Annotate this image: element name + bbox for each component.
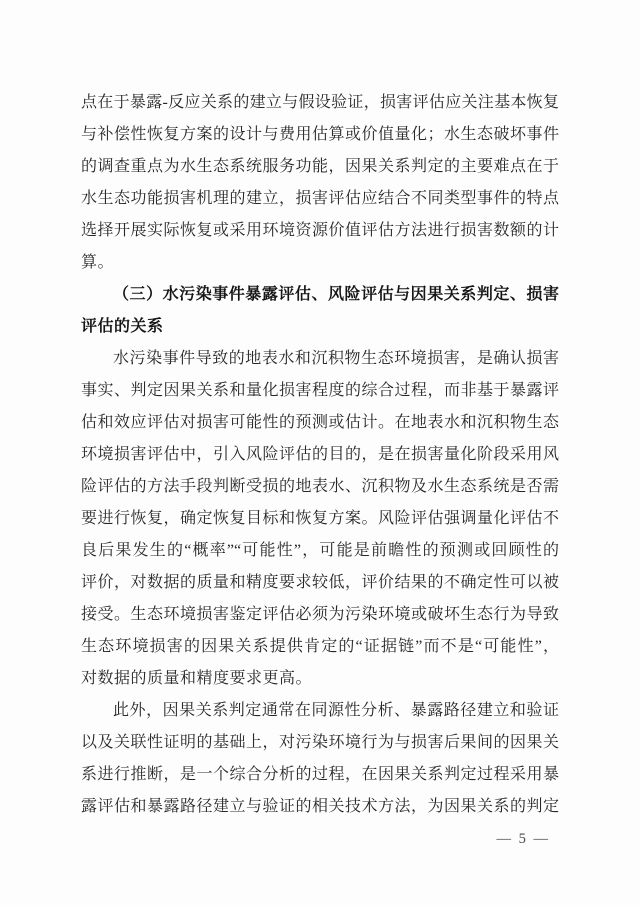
paragraph bbox=[81, 343, 559, 695]
text-line: 评价，对数据的质量和精度要求较低，评价结果的不确定性可以被 bbox=[81, 574, 559, 591]
text-line: 对数据的质量和精度要求更高。 bbox=[81, 670, 313, 687]
text-line: 生态环境损害的因果关系提供肯定的“证据链”而不是“可能性”， bbox=[81, 638, 559, 655]
text-line: （三）水污染事件暴露评估、风险评估与因果关系判定、损害 bbox=[113, 286, 559, 303]
paragraph bbox=[81, 695, 559, 823]
text-line: 选择开展实际恢复或采用环境资源价值评估方法进行损害数额的计 bbox=[81, 222, 559, 239]
text-line: 接受。生态环境损害鉴定评估必须为污染环境或破坏生态行为导致 bbox=[81, 606, 559, 623]
text-line: 估和效应评估对损害可能性的预测或估计。在地表水和沉积物生态 bbox=[81, 414, 559, 431]
text-line: 评估的关系 bbox=[81, 318, 164, 335]
text-line: 以及关联性证明的基础上，对污染环境行为与损害后果间的因果关 bbox=[81, 734, 559, 751]
text-line: 点在于暴露-反应关系的建立与假设验证，损害评估应关注基本恢复 bbox=[81, 94, 559, 111]
paragraph bbox=[81, 87, 559, 279]
text-line: 要进行恢复，确定恢复目标和恢复方案。风险评估强调量化评估不 bbox=[81, 510, 559, 527]
text-line: 水生态功能损害机理的建立，损害评估应结合不同类型事件的特点 bbox=[81, 190, 559, 207]
text-line: 算。 bbox=[81, 254, 115, 271]
text-line: 与补偿性恢复方案的设计与费用估算或价值量化；水生态破坏事件 bbox=[81, 126, 559, 143]
text-line: 水污染事件导致的地表水和沉积物生态环境损害，是确认损害 bbox=[113, 350, 559, 367]
text-line: 环境损害评估中，引入风险评估的目的，是在损害量化阶段采用风 bbox=[81, 446, 559, 463]
text-line: 良后果发生的“概率”“可能性”，可能是前瞻性的预测或回顾性的 bbox=[81, 542, 559, 559]
section-heading bbox=[81, 279, 559, 343]
text-line: 的调查重点为水生态系统服务功能，因果关系判定的主要难点在于 bbox=[81, 158, 559, 175]
text-line: 事实、判定因果关系和量化损害程度的综合过程，而非基于暴露评 bbox=[81, 382, 559, 399]
text-line: 系进行推断，是一个综合分析的过程，在因果关系判定过程采用暴 bbox=[81, 766, 559, 783]
page-number: — 5 — bbox=[496, 831, 550, 847]
text-line: 露评估和暴露路径建立与验证的相关技术方法，为因果关系的判定 bbox=[81, 798, 559, 815]
text-line: 险评估的方法手段判断受损的地表水、沉积物及水生态系统是否需 bbox=[81, 478, 559, 495]
document-body bbox=[81, 87, 559, 823]
text-line: 此外，因果关系判定通常在同源性分析、暴露路径建立和验证 bbox=[113, 702, 559, 719]
